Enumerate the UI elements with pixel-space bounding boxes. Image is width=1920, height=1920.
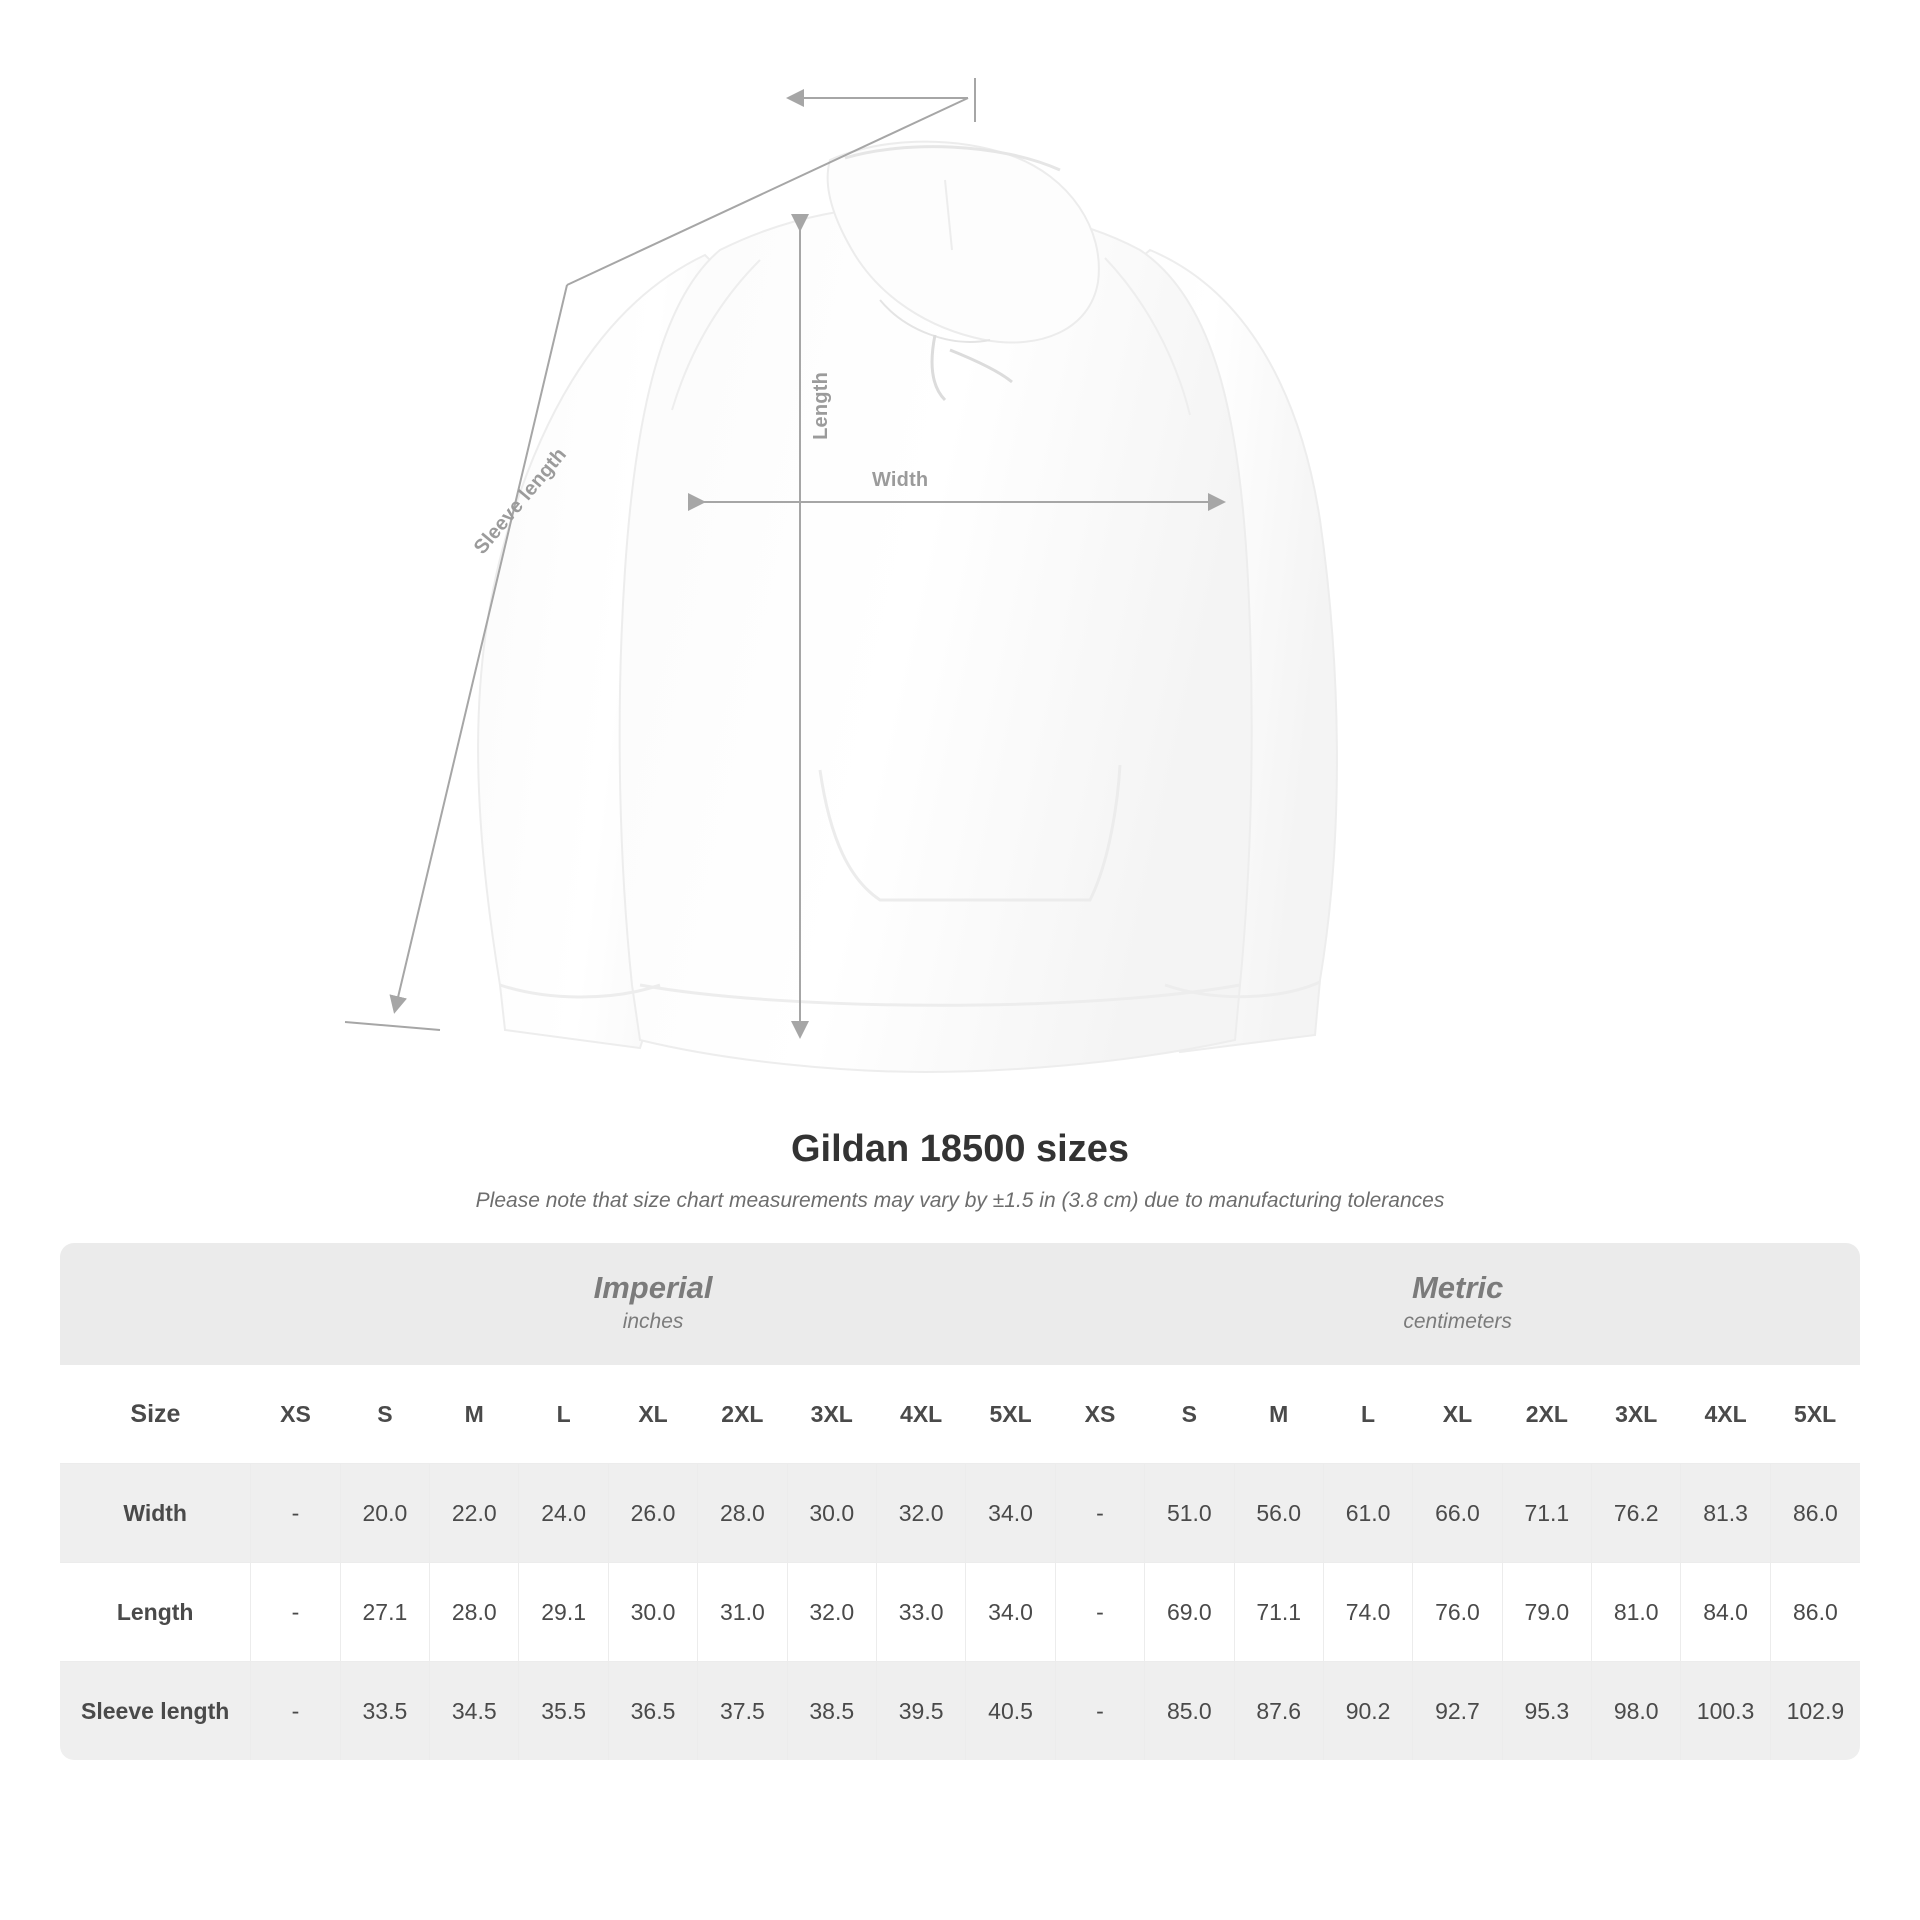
cell-length-imperial-5xl: 34.0 (966, 1563, 1055, 1662)
size-header-imperial-l: L (519, 1365, 608, 1464)
cell-length-metric-xl: 76.0 (1413, 1563, 1502, 1662)
cell-width-imperial-3xl: 30.0 (787, 1464, 876, 1563)
cell-length-metric-l: 74.0 (1323, 1563, 1412, 1662)
size-table-wrapper (60, 1243, 1860, 1760)
cell-width-imperial-xl: 26.0 (608, 1464, 697, 1563)
cell-sleeve-imperial-4xl: 39.5 (876, 1662, 965, 1761)
tolerance-note: Please note that size chart measurements may vary by ±1.5 in (3.8 cm) due to manufacturing tolerances (475, 1189, 1445, 1212)
cell-sleeve-imperial-3xl: 38.5 (787, 1662, 876, 1761)
size-header-imperial-xs: XS (251, 1365, 340, 1464)
row-label-sleeve-length: Sleeve length (60, 1662, 251, 1761)
sleeve-length-label: Sleeve length (469, 443, 572, 559)
unit-header-row (60, 1243, 1860, 1365)
cell-width-imperial-xs: - (251, 1464, 340, 1563)
cell-width-metric-5xl: 86.0 (1770, 1464, 1860, 1563)
cell-sleeve-imperial-s: 33.5 (340, 1662, 429, 1761)
size-header-metric-3xl: 3XL (1592, 1365, 1681, 1464)
size-header-metric-5xl: 5XL (1770, 1365, 1860, 1464)
cell-sleeve-imperial-xl: 36.5 (608, 1662, 697, 1761)
cell-length-imperial-s: 27.1 (340, 1563, 429, 1662)
cell-width-metric-3xl: 76.2 (1592, 1464, 1681, 1563)
cell-length-metric-2xl: 79.0 (1502, 1563, 1591, 1662)
cell-length-metric-4xl: 84.0 (1681, 1563, 1770, 1662)
cell-sleeve-metric-xl: 92.7 (1413, 1662, 1502, 1761)
cell-width-imperial-m: 22.0 (430, 1464, 519, 1563)
cell-length-imperial-3xl: 32.0 (787, 1563, 876, 1662)
size-header-metric-4xl: 4XL (1681, 1365, 1770, 1464)
cell-sleeve-metric-l: 90.2 (1323, 1662, 1412, 1761)
cell-length-metric-3xl: 81.0 (1592, 1563, 1681, 1662)
size-header-metric-m: M (1234, 1365, 1323, 1464)
row-label-width: Width (60, 1464, 251, 1563)
cell-length-imperial-xs: - (251, 1563, 340, 1662)
size-header-label: Size (60, 1365, 251, 1464)
size-header-imperial-4xl: 4XL (876, 1365, 965, 1464)
unit-corner-cell (60, 1243, 251, 1365)
size-header-metric-xs: XS (1055, 1365, 1144, 1464)
cell-width-metric-xs: - (1055, 1464, 1144, 1563)
size-header-imperial-5xl: 5XL (966, 1365, 1055, 1464)
unit-sub-imperial: inches (622, 1310, 684, 1334)
size-header-imperial-2xl: 2XL (698, 1365, 787, 1464)
cell-sleeve-imperial-l: 35.5 (519, 1662, 608, 1761)
size-header-imperial-xl: XL (608, 1365, 697, 1464)
cell-sleeve-metric-s: 85.0 (1145, 1662, 1234, 1761)
cell-sleeve-imperial-5xl: 40.5 (966, 1662, 1055, 1761)
width-label: Width (872, 469, 929, 491)
heading-block (0, 1128, 1920, 1213)
size-header-metric-2xl: 2XL (1502, 1365, 1591, 1464)
table-row (60, 1662, 1860, 1761)
length-label: Length (810, 372, 832, 440)
cell-width-imperial-5xl: 34.0 (966, 1464, 1055, 1563)
cell-sleeve-metric-3xl: 98.0 (1592, 1662, 1681, 1761)
size-header-metric-s: S (1145, 1365, 1234, 1464)
cell-length-imperial-4xl: 33.0 (876, 1563, 965, 1662)
unit-sub-metric: centimeters (1403, 1310, 1512, 1334)
size-header-imperial-s: S (340, 1365, 429, 1464)
cell-width-metric-xl: 66.0 (1413, 1464, 1502, 1563)
cell-width-imperial-l: 24.0 (519, 1464, 608, 1563)
cell-length-imperial-l: 29.1 (519, 1563, 608, 1662)
cell-width-metric-s: 51.0 (1145, 1464, 1234, 1563)
cell-sleeve-imperial-2xl: 37.5 (698, 1662, 787, 1761)
size-header-metric-xl: XL (1413, 1365, 1502, 1464)
cell-length-imperial-xl: 30.0 (608, 1563, 697, 1662)
unit-header-imperial (251, 1243, 1055, 1365)
unit-header-metric (1055, 1243, 1860, 1365)
cell-width-metric-m: 56.0 (1234, 1464, 1323, 1563)
cell-sleeve-metric-xs: - (1055, 1662, 1144, 1761)
cell-length-imperial-m: 28.0 (430, 1563, 519, 1662)
cell-length-metric-5xl: 86.0 (1770, 1563, 1860, 1662)
page-title: Gildan 18500 sizes (791, 1128, 1129, 1170)
cell-length-metric-xs: - (1055, 1563, 1144, 1662)
cell-sleeve-imperial-m: 34.5 (430, 1662, 519, 1761)
size-header-metric-l: L (1323, 1365, 1412, 1464)
cell-width-metric-4xl: 81.3 (1681, 1464, 1770, 1563)
row-label-length: Length (60, 1563, 251, 1662)
size-header-imperial-3xl: 3XL (787, 1365, 876, 1464)
cell-sleeve-metric-4xl: 100.3 (1681, 1662, 1770, 1761)
cell-length-metric-m: 71.1 (1234, 1563, 1323, 1662)
cell-width-imperial-2xl: 28.0 (698, 1464, 787, 1563)
cell-sleeve-metric-m: 87.6 (1234, 1662, 1323, 1761)
cell-width-imperial-s: 20.0 (340, 1464, 429, 1563)
size-table (60, 1243, 1860, 1760)
cell-sleeve-imperial-xs: - (251, 1662, 340, 1761)
cell-width-metric-l: 61.0 (1323, 1464, 1412, 1563)
cell-length-imperial-2xl: 31.0 (698, 1563, 787, 1662)
cell-sleeve-metric-2xl: 95.3 (1502, 1662, 1591, 1761)
cell-sleeve-metric-5xl: 102.9 (1770, 1662, 1860, 1761)
unit-name-metric: Metric (1411, 1270, 1504, 1306)
size-header-row (60, 1365, 1860, 1464)
cell-width-imperial-4xl: 32.0 (876, 1464, 965, 1563)
table-row (60, 1563, 1860, 1662)
table-row (60, 1464, 1860, 1563)
unit-name-imperial: Imperial (593, 1270, 713, 1306)
cell-length-metric-s: 69.0 (1145, 1563, 1234, 1662)
size-header-imperial-m: M (430, 1365, 519, 1464)
hoodie-graphic (478, 142, 1337, 1072)
cell-width-metric-2xl: 71.1 (1502, 1464, 1591, 1563)
